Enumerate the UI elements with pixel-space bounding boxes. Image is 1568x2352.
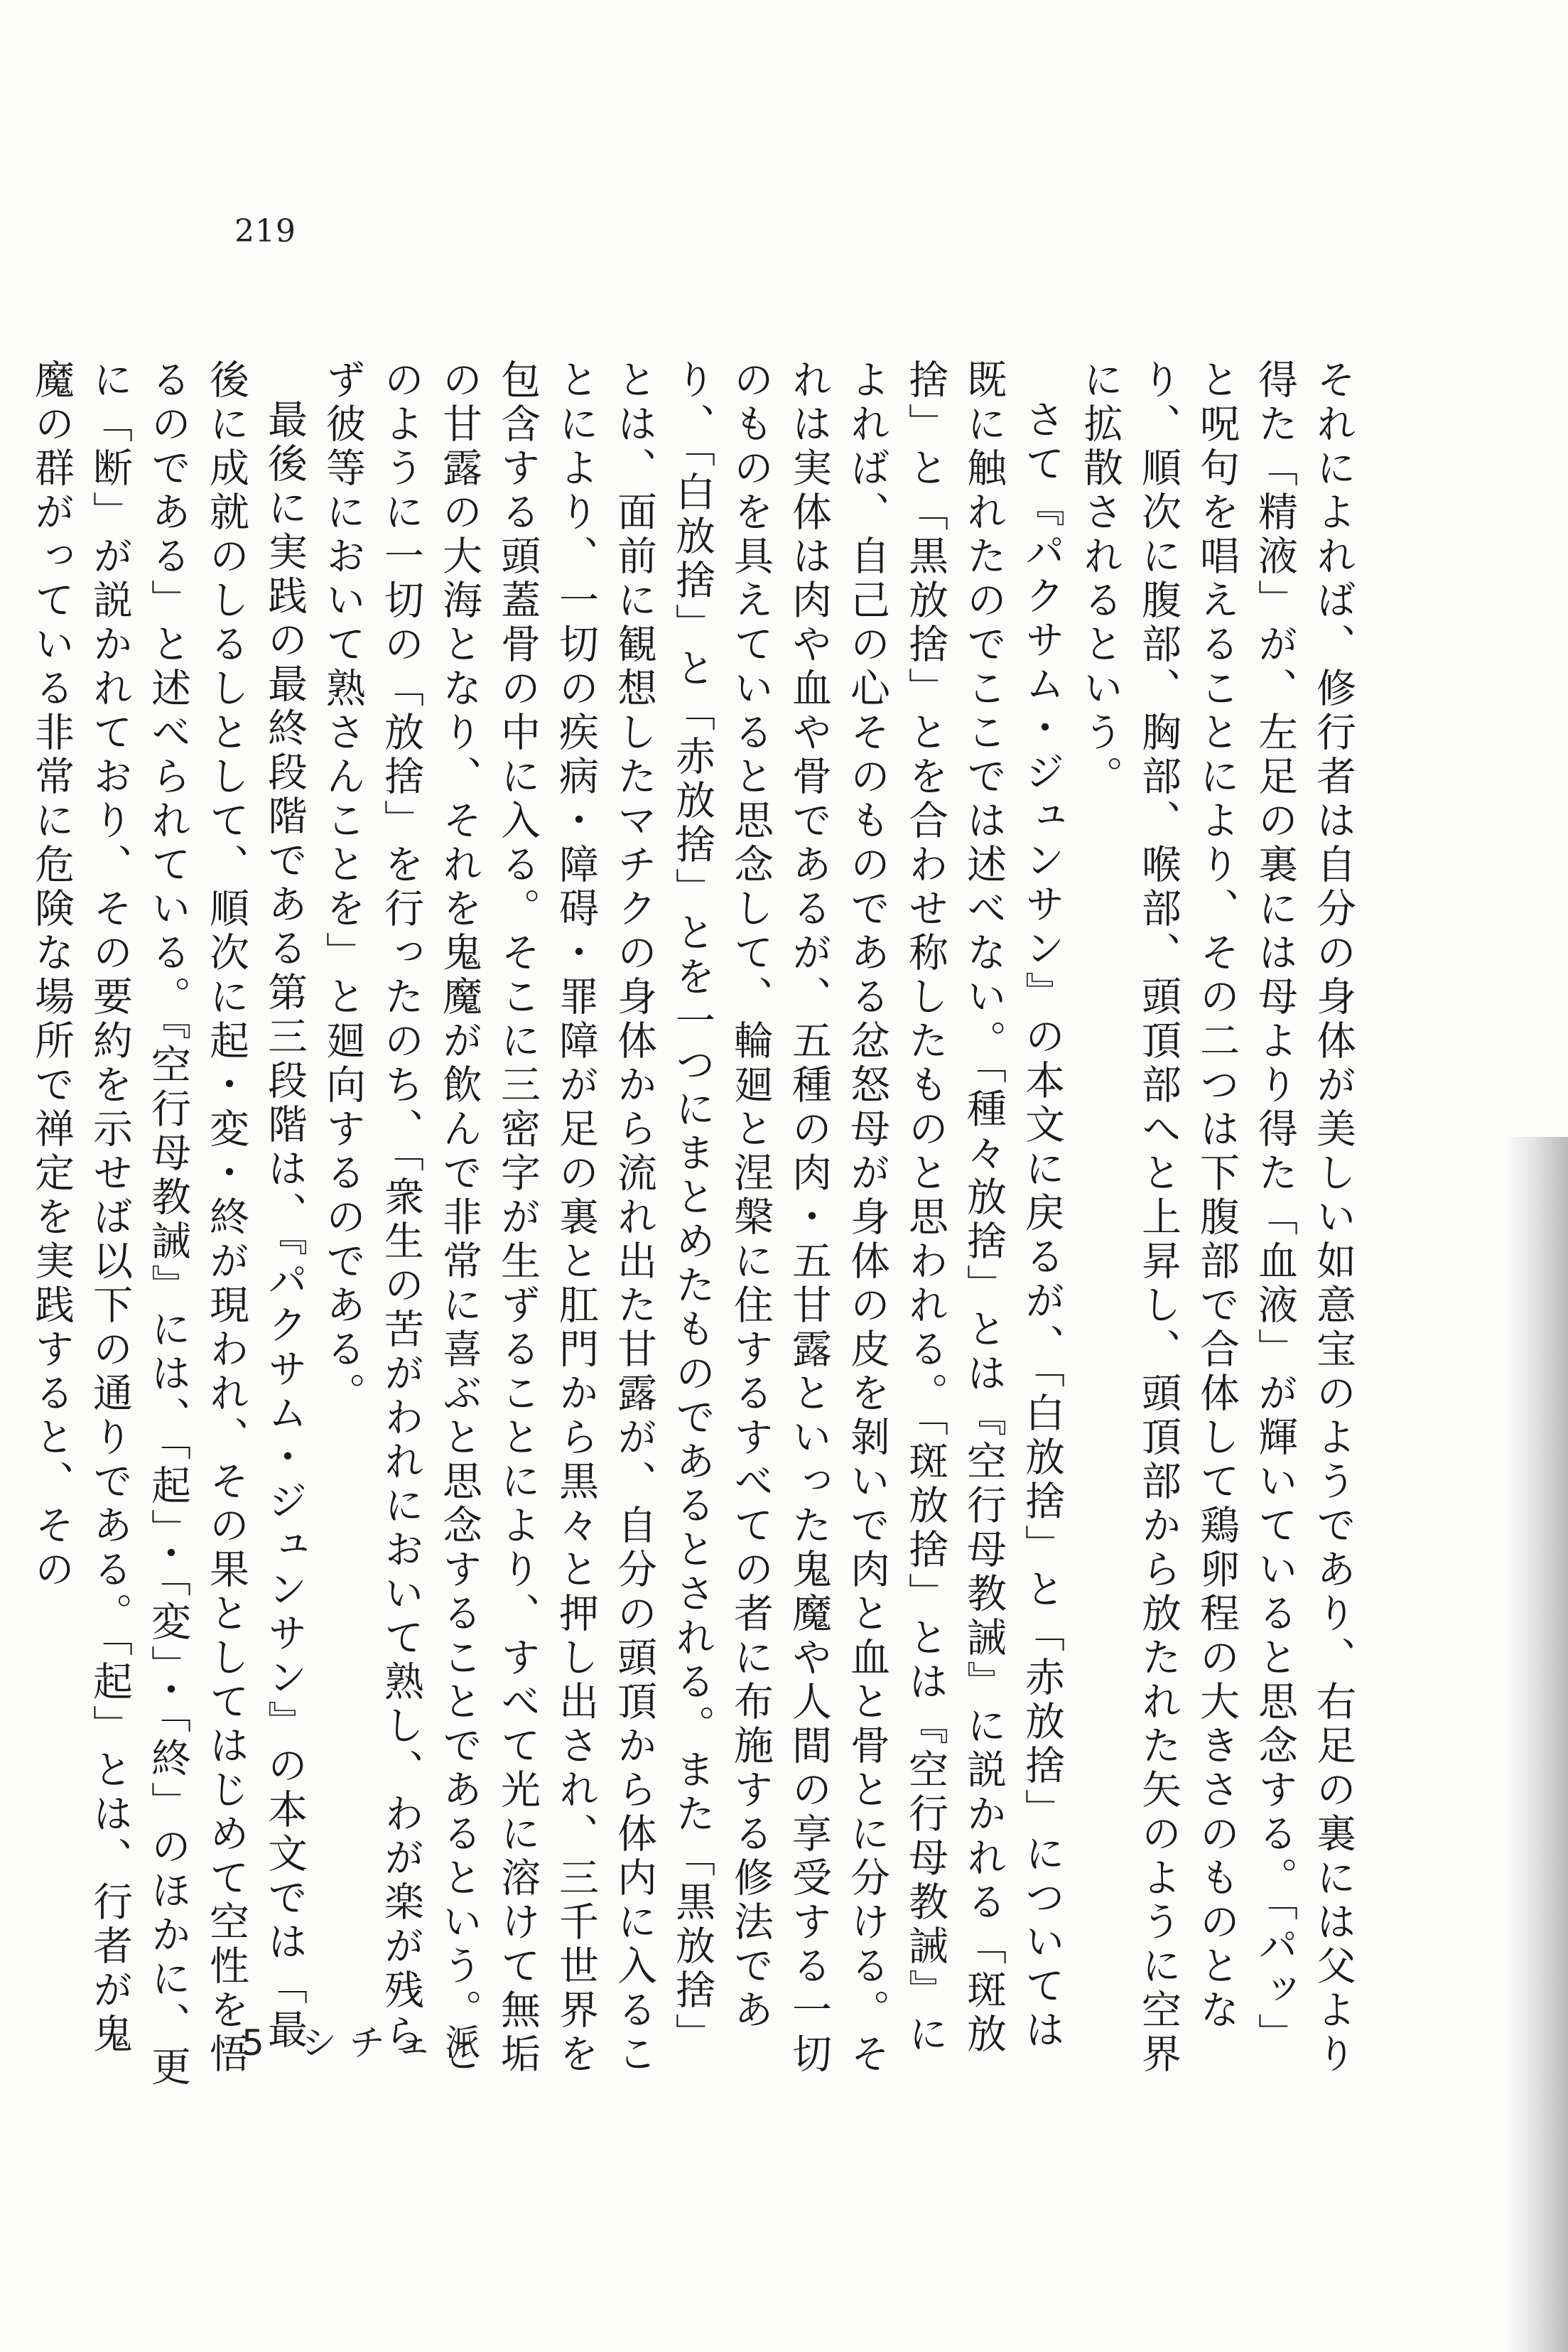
paragraph-2: さて『パクサム・ジュンサン』の本文に戻るが、「白放捨」と「赤放捨」については既に触れたのでここでは述べない。「種々放捨」とは『空行母教誡』に説かれる「斑放捨」と「黒放捨」とを合わせ称したものと思われる。「斑放捨」とは『空行母教誡』によれば、自己の心そのものである忿怒母が身体の皮を剝いで肉と血と骨とに分ける。それは実体は肉や血や骨であるが、五種の肉・五甘露といった鬼魔や人間の享受する一切のものを具えていると思念して、輪廻と涅槃に住するすべての者に布施する修法であり、「白放捨」と「赤放捨」とを一つにまとめたものであるとされる。また「黒放捨」とは、面前に観想したマチクの身体から流れ出た甘露が、自分の頭頂から体内に入ることにより、一切の疾病・障碍・罪障が足の裏と肛門から黒々と押し出され、三千世界を包含する頭蓋骨の中に入る。そこに三密字が生ずることにより、すべて光に溶けて無垢の甘露の大海となり、それを鬼魔が飲んで非常に喜ぶと思念することであるという。このように一切の「放捨」を行ったのち、「衆生の苦がわれにおいて熟し、わが楽が残らず彼等において熟さんことを」と廻向するのである。 <box>320 359 1065 2077</box>
vertical-body-text <box>22 359 1362 2093</box>
running-head: 5 シチェ派 <box>242 2022 494 2064</box>
paragraph-3: 最後に実践の最終段階である第三段階は、『パクサム・ジュンサン』の本文では「最後に成就のしるしとして、順次に起・変・終が現われ、その果としてはじめて空性を悟るのである」と述べられている。『空行母教誡』には、「起」・「変」・「終」のほかに、更に「断」が説かれており、その要約を示せば以下の通りである。「起」とは、行者が鬼魔の群がっている非常に危険な場所で禅定を実践すると、その <box>28 359 308 2090</box>
page-number: 219 <box>234 213 296 249</box>
scan-shadow-edge <box>1504 1137 1568 2352</box>
paragraph-1: それによれば、修行者は自分の身体が美しい如意宝のようであり、右足の裏には父より得た「精液」が、左足の裏には母より得た「血液」が輝いていると思念する。「パッ」と呪句を唱えることにより、その二つは下腹部で合体して鶏卵程の大きさのものとなり、順次に腹部、胸部、喉部、頭頂部へと上昇し、頭頂部から放たれた矢のように空界に拡散されるという。 <box>1077 359 1356 2077</box>
